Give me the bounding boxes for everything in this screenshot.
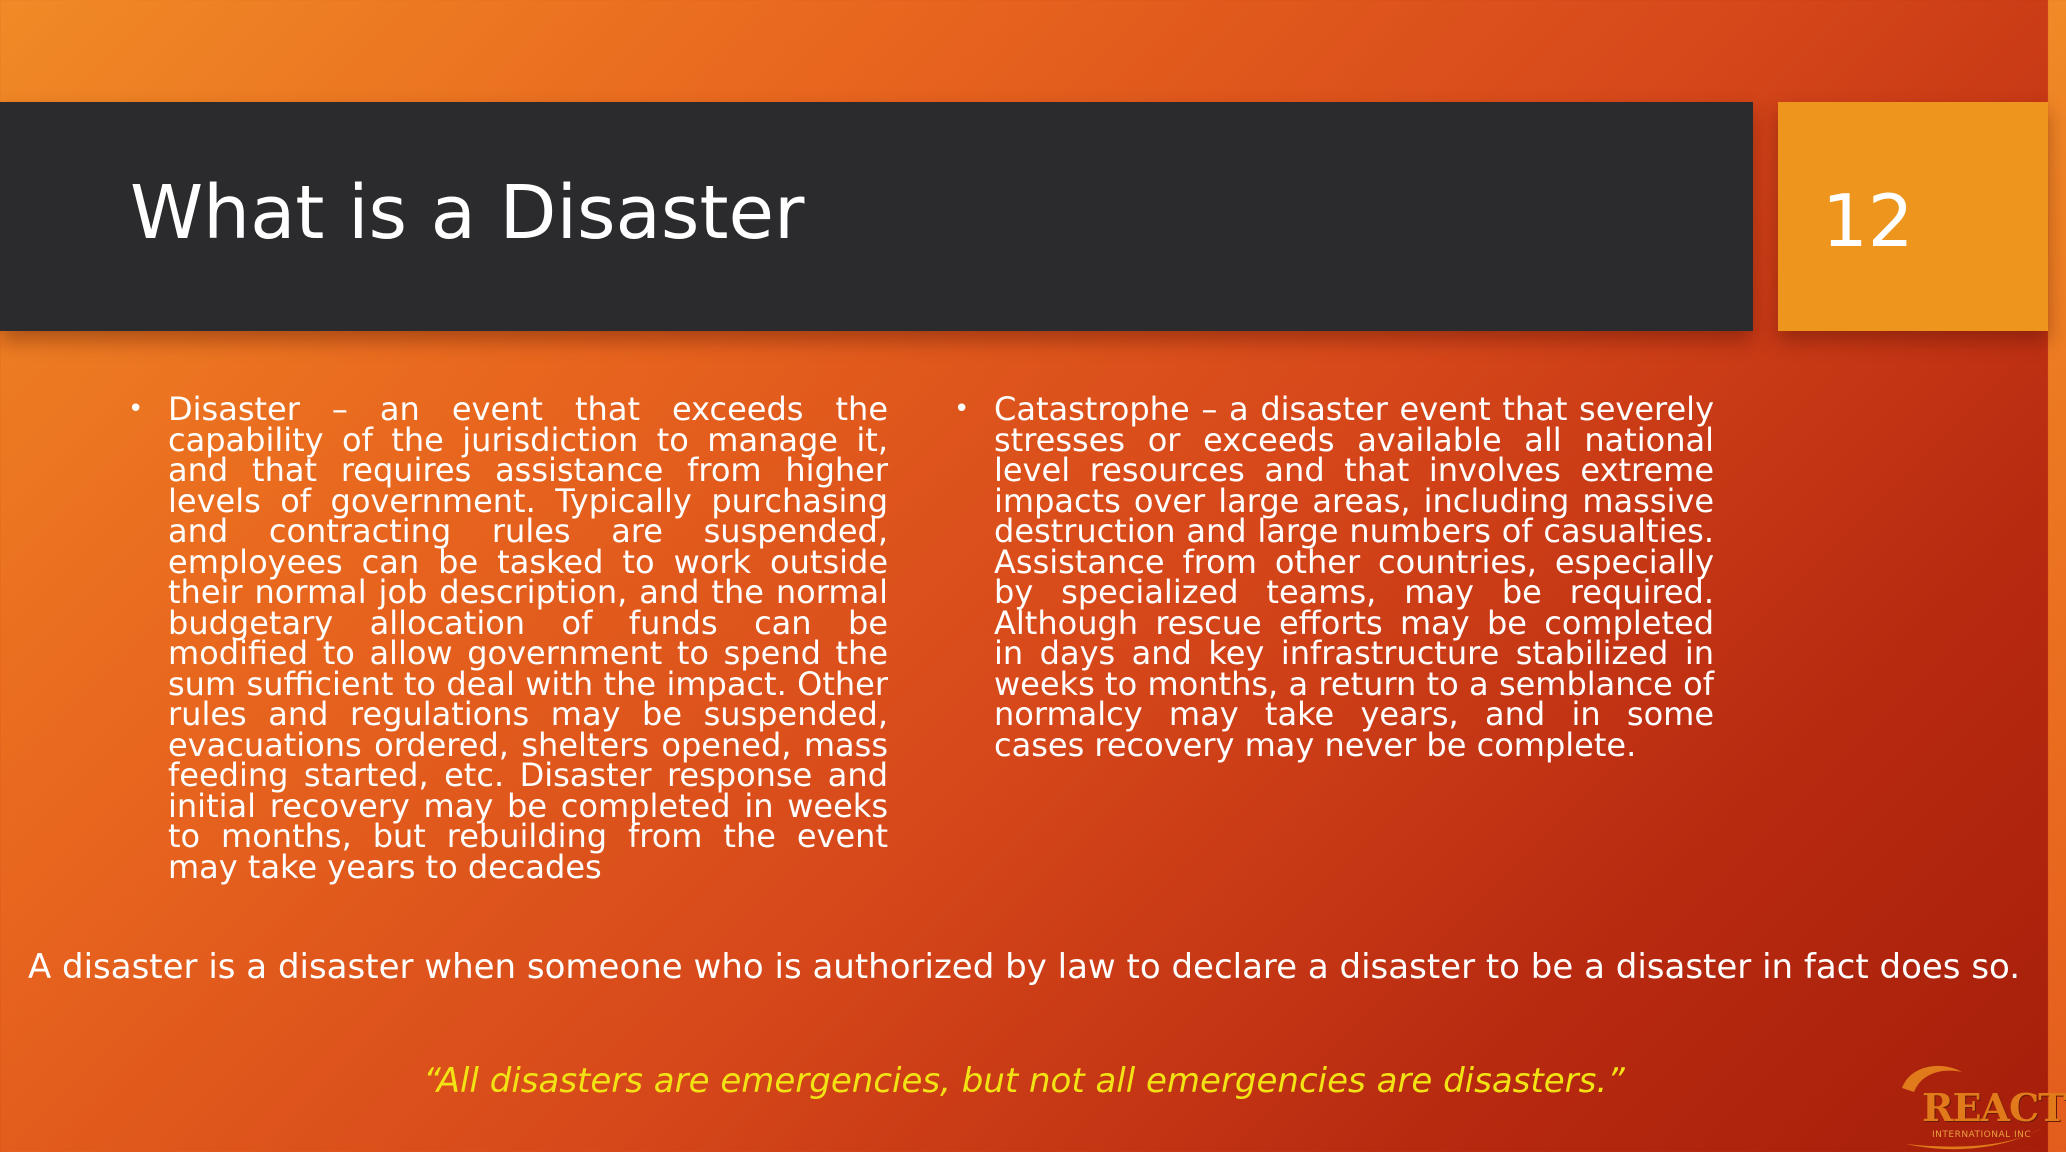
bullet-icon: • [128, 394, 144, 424]
logo-subtitle: INTERNATIONAL INC [1932, 1130, 2032, 1140]
bullet-disaster-text: Disaster – an event that exceeds the capability of the jurisdiction to manage it, and that requires assistance from higher levels of government. Typically purchasing and contracting rules are suspended, employees can be tasked to work outside their normal job description, and the normal budgetary allocation of funds can be modified to allow government to spend the sum sufficient to deal with the impact. Other rules and regulations may be suspended, evacuations ordered, shelters opened, mass feeding started, etc. Disaster response and initial recovery may be completed in weeks to months, but rebuilding from the event may take years to decades [168, 390, 888, 886]
slide-title: What is a Disaster [130, 170, 805, 256]
bullet-icon: • [954, 394, 970, 424]
quote-text: “All disasters are emergencies, but not all emergencies are disasters.” [423, 1061, 1625, 1101]
react-logo [1892, 1058, 2066, 1152]
slide-number: 12 [1822, 179, 1914, 263]
bullet-catastrophe [954, 390, 1714, 764]
bullet-disaster [128, 390, 888, 886]
disaster-declaration-statement: A disaster is a disaster when someone who is authorized by law to declare a disaster to be a disaster in fact does so. [27, 947, 2021, 987]
bullet-catastrophe-text: Catastrophe – a disaster event that severely stresses or exceeds available all national level resources and that involves extreme impacts over large areas, including massive destruction and large numbers of casualties. Assistance from other countries, especially by specialized teams, may be required. Although rescue efforts may be completed in days and key infrastructure stabilized in weeks to months, a return to a semblance of normalcy may take years, and in some cases recovery may never be complete. [994, 390, 1714, 764]
logo-wordmark: REACT [1922, 1085, 2066, 1130]
